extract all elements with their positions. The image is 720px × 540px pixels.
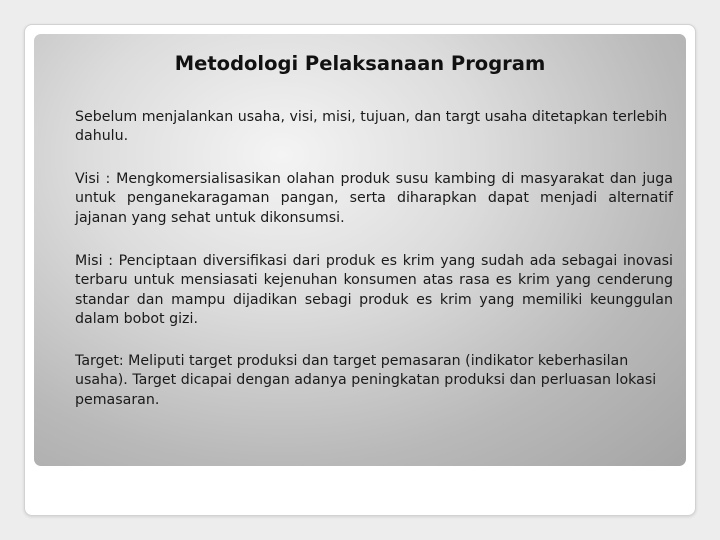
visi-text: : Mengkomersialisasikan olahan produk susu kambing di masyarakat dan juga untuk penganekaragaman pangan, serta diharapkan dapat menjadi alternatif jajanan yang sehat untuk dikonsumsi.: [75, 171, 673, 226]
target-text: : Meliputi target produksi dan target pemasaran (indikator keberhasilan usaha). Target dicapai dengan adanya peningkatan produksi dan perluasan lokasi pemasaran.: [75, 353, 657, 408]
misi-label: Misi: [75, 253, 103, 269]
slide-frame: [24, 24, 696, 516]
target-label: Target: [75, 353, 119, 369]
content-panel: [34, 34, 686, 466]
misi-paragraph: [75, 252, 673, 330]
intro-paragraph: Sebelum menjalankan usaha, visi, misi, tujuan, dan targt usaha ditetapkan terlebih dahulu.: [75, 109, 668, 145]
misi-text: : Penciptaan diversifikasi dari produk es krim yang sudah ada sebagai inovasi terbaru untuk mensiasati kejenuhan konsumen atas rasa es krim yang cenderung standar dan mampu dijadikan sebagi produk es krim yang memiliki keunggulan dalam bobot gizi.: [75, 253, 673, 328]
target-paragraph: [75, 352, 673, 410]
visi-paragraph: [75, 170, 673, 228]
visi-label: Visi: [75, 171, 100, 187]
slide-title: Metodologi Pelaksanaan Program: [174, 52, 546, 75]
